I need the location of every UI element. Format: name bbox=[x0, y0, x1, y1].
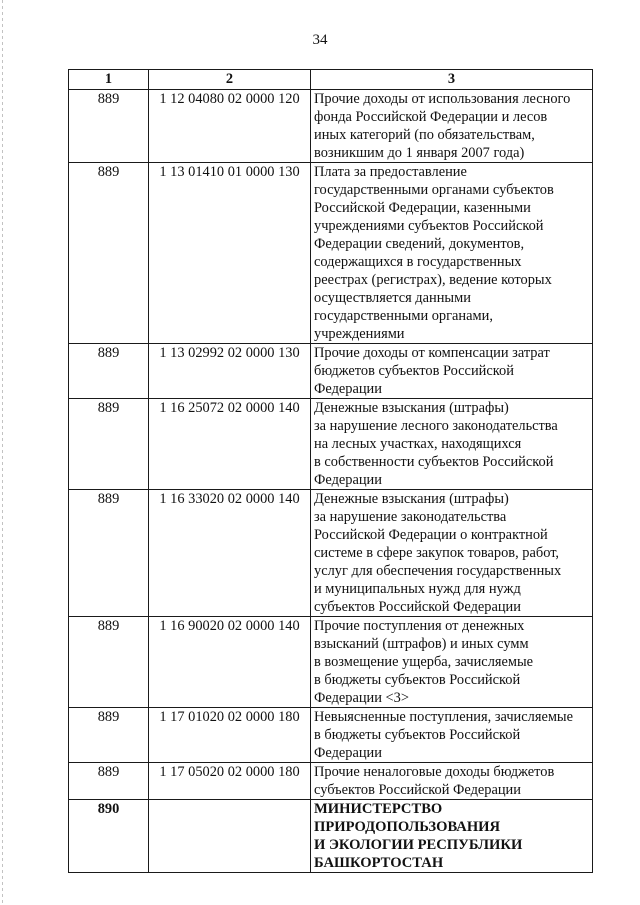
budget-classification-table bbox=[68, 69, 593, 873]
table-row bbox=[69, 490, 593, 617]
budget-classification-code-cell: 1 13 01410 01 0000 130 bbox=[149, 163, 311, 344]
budget-classification-code-cell: 1 17 05020 02 0000 180 bbox=[149, 763, 311, 800]
table-row bbox=[69, 90, 593, 163]
administrator-code-cell: 889 bbox=[69, 490, 149, 617]
budget-classification-code-cell: 1 13 02992 02 0000 130 bbox=[149, 344, 311, 399]
scan-edge bbox=[2, 0, 3, 905]
income-name-cell: Прочие доходы от использования лесного фонда Российской Федерации и лесов иных категорий (по обязательствам, возникшим до 1 января 2007 года) bbox=[311, 90, 593, 163]
page-number: 34 bbox=[312, 32, 328, 48]
budget-classification-code-cell: 1 16 90020 02 0000 140 bbox=[149, 617, 311, 708]
table-body bbox=[69, 90, 593, 873]
income-name-cell: Денежные взыскания (штрафы) за нарушение законодательства Российской Федерации о контрактной системе в сфере закупок товаров, работ, услуг для обеспечения государственных и муниципальных нужд для нужд субъектов Российской Федерации bbox=[311, 490, 593, 617]
administrator-code-cell: 889 bbox=[69, 163, 149, 344]
income-name-cell: Денежные взыскания (штрафы) за нарушение лесного законодательства на лесных участках, находящихся в собственности субъектов Российской Федерации bbox=[311, 399, 593, 490]
administrator-code-cell: 889 bbox=[69, 90, 149, 163]
column-header-1: 1 bbox=[69, 70, 149, 90]
administrator-code-cell: 889 bbox=[69, 344, 149, 399]
income-name-cell: Прочие поступления от денежных взысканий (штрафов) и иных сумм в возмещение ущерба, зачисляемые в бюджеты субъектов Российской Федерации <3> bbox=[311, 617, 593, 708]
administrator-code-cell: 889 bbox=[69, 399, 149, 490]
budget-classification-code-cell bbox=[149, 800, 311, 873]
budget-classification-code-cell: 1 17 01020 02 0000 180 bbox=[149, 708, 311, 763]
budget-classification-code-cell: 1 16 33020 02 0000 140 bbox=[149, 490, 311, 617]
income-name-cell: Прочие неналоговые доходы бюджетов субъектов Российской Федерации bbox=[311, 763, 593, 800]
table-row bbox=[69, 708, 593, 763]
column-header-2: 2 bbox=[149, 70, 311, 90]
administrator-code-cell: 889 bbox=[69, 708, 149, 763]
column-header-3: 3 bbox=[311, 70, 593, 90]
administrator-code-cell: 889 bbox=[69, 763, 149, 800]
budget-classification-code-cell: 1 16 25072 02 0000 140 bbox=[149, 399, 311, 490]
administrator-code-cell: 890 bbox=[69, 800, 149, 873]
income-name-cell: Невыясненные поступления, зачисляемые в бюджеты субъектов Российской Федерации bbox=[311, 708, 593, 763]
table-row bbox=[69, 163, 593, 344]
income-name-cell: МИНИСТЕРСТВО ПРИРОДОПОЛЬЗОВАНИЯ И ЭКОЛОГИИ РЕСПУБЛИКИ БАШКОРТОСТАН bbox=[311, 800, 593, 873]
table-header bbox=[69, 70, 593, 90]
budget-classification-code-cell: 1 12 04080 02 0000 120 bbox=[149, 90, 311, 163]
table-row bbox=[69, 399, 593, 490]
table-row bbox=[69, 800, 593, 873]
table-row bbox=[69, 344, 593, 399]
table-row bbox=[69, 617, 593, 708]
income-name-cell: Плата за предоставление государственными органами субъектов Российской Федерации, казенными учреждениями субъектов Российской Федерации сведений, документов, содержащихся в государственных реестрах (регистрах), ведение которых осуществляется данными государственными органами, учреждениями bbox=[311, 163, 593, 344]
administrator-code-cell: 889 bbox=[69, 617, 149, 708]
header-row bbox=[69, 70, 593, 90]
income-name-cell: Прочие доходы от компенсации затрат бюджетов субъектов Российской Федерации bbox=[311, 344, 593, 399]
table-row bbox=[69, 763, 593, 800]
